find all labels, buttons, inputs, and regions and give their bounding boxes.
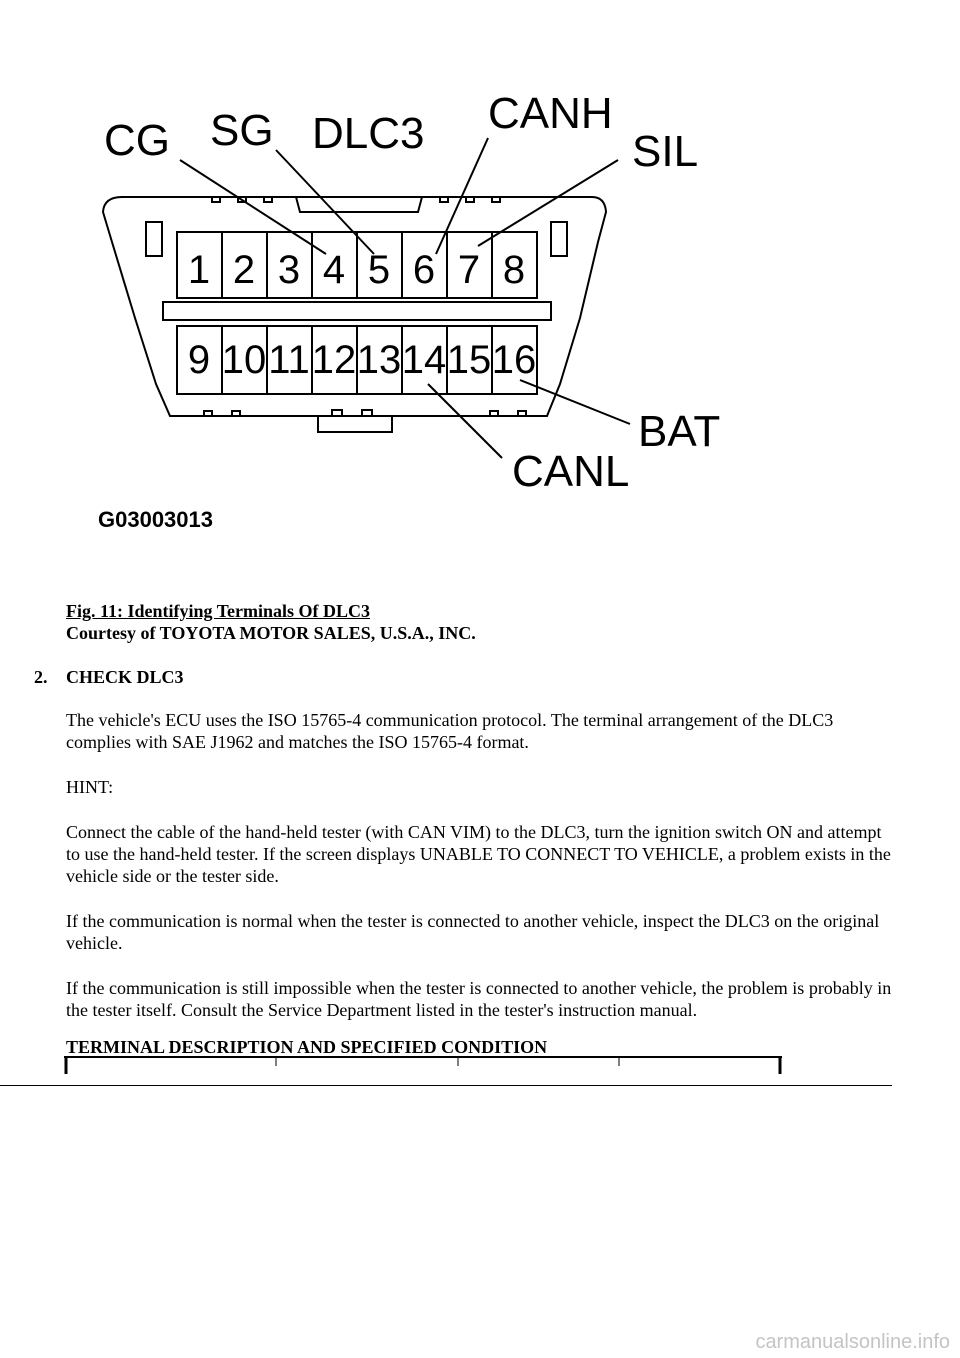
pin-12: 12 (311, 338, 357, 382)
label-cg: CG (104, 116, 170, 165)
label-bat: BAT (638, 407, 721, 456)
leader-sg (276, 150, 374, 254)
pin-16: 16 (491, 338, 537, 382)
label-canl: CANL (512, 447, 630, 496)
pin-15: 15 (446, 338, 492, 382)
page-bottom-rule (0, 1085, 892, 1086)
pin-10: 10 (221, 338, 267, 382)
pin-2: 2 (232, 248, 256, 292)
step-title: CHECK DLC3 (66, 667, 184, 687)
pin-5: 5 (367, 248, 391, 292)
hint-label: HINT: (66, 777, 114, 797)
bottom-key (318, 416, 392, 432)
table-top-border (64, 1056, 782, 1074)
pin-4: 4 (322, 248, 346, 292)
step-number: 2. (34, 667, 48, 687)
pin-3: 3 (277, 248, 301, 292)
pin-14: 14 (401, 338, 447, 382)
paragraph-impossible-communication: If the communication is still impossible when the tester is connected to another vehicle, the problem is probably in the tester itself. Consult the Service Department listed in the tester's instruction manual. (66, 978, 892, 1020)
paragraph-connect-tester: Connect the cable of the hand-held tester (with CAN VIM) to the DLC3, turn the ignition switch ON and attempt to use the hand-held tester. If the screen displays UNABLE TO CONNECT TO VEHICLE, a problem exists in the vehicle side or the tester side. (66, 822, 891, 886)
leader-canl (428, 384, 502, 458)
pin-13: 13 (356, 338, 402, 382)
pin-7: 7 (457, 248, 481, 292)
leader-cg (180, 160, 326, 254)
label-canh: CANH (488, 89, 613, 138)
pin-8: 8 (502, 248, 526, 292)
label-sil: SIL (632, 127, 699, 176)
dlc3-connector-diagram (0, 0, 960, 560)
watermark: carmanualsonline.info (755, 1331, 950, 1353)
step-heading (34, 667, 184, 688)
paragraph-protocol: The vehicle's ECU uses the ISO 15765-4 communication protocol. The terminal arrangement of the DLC3 complies with SAE J1962 and matches the ISO 15765-4 format. (66, 710, 834, 752)
top-key (296, 197, 422, 212)
leader-bat (520, 380, 630, 424)
label-sg: SG (210, 106, 274, 155)
pin-9: 9 (187, 338, 211, 382)
label-dlc3: DLC3 (312, 109, 425, 158)
pin-11: 11 (268, 338, 310, 382)
pin-6: 6 (412, 248, 436, 292)
pin-1: 1 (187, 248, 211, 292)
figure-caption-credit: Courtesy of TOYOTA MOTOR SALES, U.S.A., INC. (66, 623, 476, 643)
figure-caption-title: Fig. 11: Identifying Terminals Of DLC3 (66, 601, 371, 621)
figure-id: G03003013 (98, 507, 213, 532)
paragraph-normal-communication: If the communication is normal when the tester is connected to another vehicle, inspect the DLC3 on the original vehicle. (66, 911, 880, 953)
table-heading: TERMINAL DESCRIPTION AND SPECIFIED CONDITION (66, 1037, 548, 1057)
